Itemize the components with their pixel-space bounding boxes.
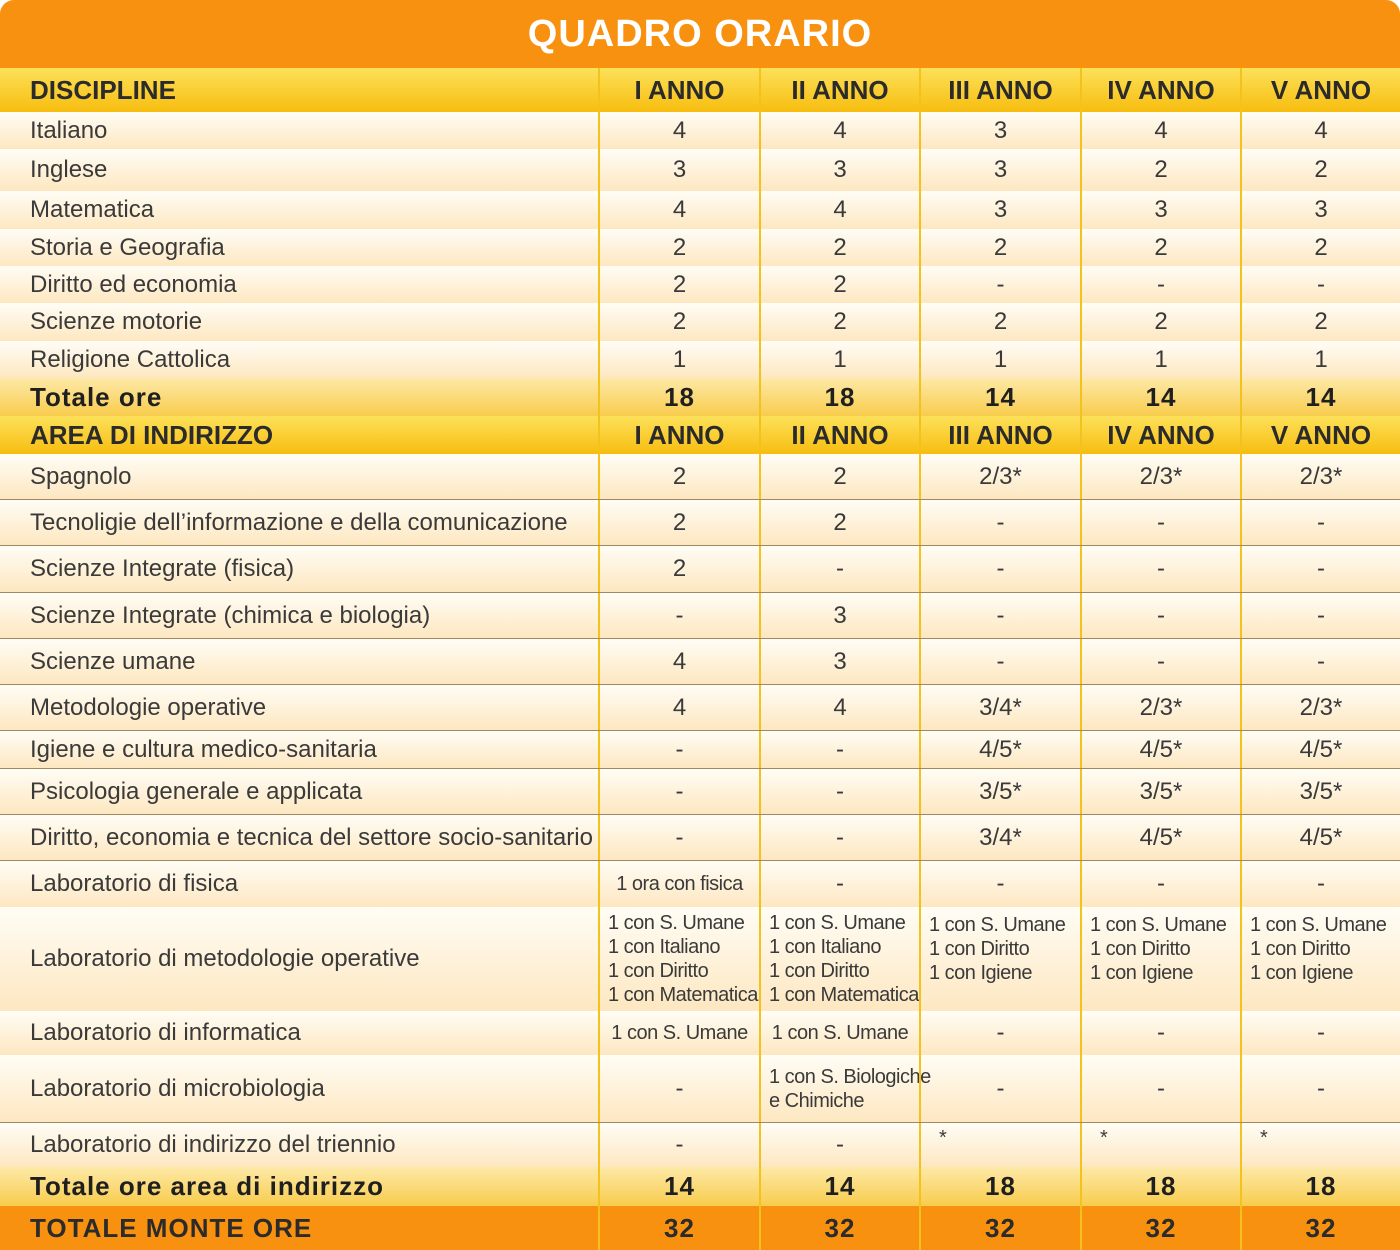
lab-entry: 1 con Igiene <box>1090 962 1193 984</box>
lab-entry: 1 con S. Umane <box>929 914 1066 936</box>
hours-cell: 3/5* <box>1080 769 1240 814</box>
hours-cell: 2 <box>598 266 759 303</box>
hours-cell: 2 <box>598 303 759 341</box>
hours-cell: - <box>1240 546 1400 592</box>
table-row <box>0 500 1400 546</box>
hours-cell: 2 <box>759 454 919 499</box>
hours-cell: - <box>1080 266 1240 303</box>
hours-cell: 4/5* <box>1080 815 1240 860</box>
hours-cell: 3 <box>919 112 1080 149</box>
total-cell: 14 <box>1080 378 1240 416</box>
lab-entry: 1 con Igiene <box>1250 962 1353 984</box>
total-cell: 18 <box>1080 1167 1240 1206</box>
hours-cell: 2 <box>1240 149 1400 191</box>
table-row <box>0 815 1400 861</box>
subject-name: Igiene e cultura medico-sanitaria <box>30 735 377 763</box>
subject-name: Italiano <box>30 116 108 144</box>
grand-total-label: TOTALE MONTE ORE <box>30 1212 313 1243</box>
total-cell: 18 <box>919 1167 1080 1206</box>
total-row <box>0 378 1400 416</box>
hours-cell: 2 <box>919 229 1080 266</box>
total-cell: 18 <box>598 378 759 416</box>
table-row <box>0 639 1400 685</box>
hours-cell: 4/5* <box>1080 731 1240 768</box>
hours-cell: 1 <box>759 341 919 378</box>
hours-cell: - <box>919 500 1080 545</box>
hours-cell: * <box>1240 1123 1400 1167</box>
lab-entry: 1 con Diritto <box>1250 938 1351 960</box>
subject-name: Scienze umane <box>30 647 196 675</box>
hours-cell: - <box>1240 266 1400 303</box>
hours-cell: - <box>759 546 919 592</box>
hours-cell: 4/5* <box>919 731 1080 768</box>
hours-cell: 3/4* <box>919 815 1080 860</box>
total-label: Totale ore area di indirizzo <box>30 1171 385 1201</box>
lab-entry: 1 con Diritto <box>769 960 870 982</box>
subject-name: Matematica <box>30 196 155 223</box>
hours-cell: - <box>598 593 759 638</box>
header-cell-area: AREA DI INDIRIZZO <box>30 419 274 450</box>
hours-cell: 1 con S. Umane <box>598 1011 759 1055</box>
hours-cell: - <box>598 731 759 768</box>
table-row <box>0 1123 1400 1167</box>
hours-cell: 2/3* <box>919 454 1080 499</box>
header-cell-year-3: III ANNO <box>919 416 1080 454</box>
lab-entry: 1 con Igiene <box>929 962 1032 984</box>
hours-cell: 1 con S. Umane <box>759 1011 919 1055</box>
lab-entry: 1 con Diritto <box>1090 938 1191 960</box>
table-row <box>0 546 1400 593</box>
lab-entry: 1 con Italiano <box>769 936 881 958</box>
lab-entry: 1 con S. Biologiche <box>769 1065 931 1088</box>
hours-cell: 2 <box>759 229 919 266</box>
hours-cell: - <box>759 731 919 768</box>
hours-cell: 2 <box>1080 229 1240 266</box>
table-row <box>0 769 1400 815</box>
hours-cell: 2 <box>598 500 759 545</box>
hours-cell: 1 <box>598 341 759 378</box>
table-row <box>0 593 1400 639</box>
subject-name: Laboratorio di fisica <box>30 870 239 897</box>
hours-cell: - <box>759 861 919 907</box>
header-cell-year-3: III ANNO <box>919 68 1080 112</box>
lab-entry: 1 con Matematica <box>769 984 919 1006</box>
hours-cell: 3/4* <box>919 685 1080 730</box>
hours-cell: - <box>1240 1055 1400 1122</box>
total-cell: 14 <box>598 1167 759 1206</box>
hours-cell: - <box>919 639 1080 684</box>
subject-name: Scienze Integrate (chimica e biologia) <box>30 601 431 629</box>
header-cell-year-2: II ANNO <box>759 68 919 112</box>
hours-cell <box>759 1055 931 1122</box>
grand-total-cell: 32 <box>919 1206 1080 1250</box>
hours-cell <box>1240 907 1400 1011</box>
lab-entry: 1 con S. Umane <box>1090 914 1227 936</box>
hours-cell: - <box>1080 639 1240 684</box>
hours-cell: - <box>1080 861 1240 907</box>
header-cell-year-2: II ANNO <box>759 416 919 454</box>
subject-name: Laboratorio di microbiologia <box>30 1074 325 1102</box>
hours-cell: - <box>919 861 1080 907</box>
table-row <box>0 861 1400 907</box>
lab-entry: e Chimiche <box>769 1089 865 1112</box>
subject-name: Laboratorio di metodologie operative <box>30 945 420 972</box>
hours-cell: 2 <box>1240 303 1400 341</box>
subject-name: Scienze motorie <box>30 308 203 335</box>
subject-name: Laboratorio di indirizzo del triennio <box>30 1131 396 1158</box>
hours-cell: - <box>1240 861 1400 907</box>
table-row <box>0 341 1400 378</box>
header-cell-year-1: I ANNO <box>598 68 759 112</box>
hours-cell: 1 <box>919 341 1080 378</box>
hours-cell: 1 <box>1240 341 1400 378</box>
hours-cell: 2 <box>598 454 759 499</box>
total-cell: 18 <box>1240 1167 1400 1206</box>
hours-cell: 3 <box>1240 191 1400 229</box>
total-cell: 14 <box>759 1167 919 1206</box>
hours-cell: 3 <box>759 593 919 638</box>
header-cell-year-1: I ANNO <box>598 416 759 454</box>
hours-cell: - <box>759 1123 919 1167</box>
hours-cell: 2 <box>759 266 919 303</box>
grand-total-cell: 32 <box>1080 1206 1240 1250</box>
hours-cell: * <box>919 1123 1080 1167</box>
hours-cell: 4 <box>598 191 759 229</box>
hours-cell: 3 <box>1080 191 1240 229</box>
hours-cell: - <box>919 546 1080 592</box>
hours-cell: - <box>598 815 759 860</box>
hours-cell: 3 <box>919 149 1080 191</box>
hours-cell: 3 <box>919 191 1080 229</box>
subject-name: Religione Cattolica <box>30 345 231 373</box>
total-cell: 14 <box>919 378 1080 416</box>
hours-cell: - <box>919 266 1080 303</box>
hours-cell: - <box>1240 593 1400 638</box>
subject-name: Diritto ed economia <box>30 270 237 298</box>
grand-total-row <box>0 1206 1400 1250</box>
table-row <box>0 1011 1400 1055</box>
hours-cell: * <box>1080 1123 1240 1167</box>
hours-cell: 4 <box>759 112 919 149</box>
hours-cell: 3 <box>759 149 919 191</box>
header-row-area <box>0 416 1400 454</box>
hours-cell <box>919 907 1080 1011</box>
table-row <box>0 685 1400 731</box>
lab-entry: 1 con S. Umane <box>769 912 906 934</box>
hours-cell: - <box>598 1055 759 1122</box>
header-cell-year-4: IV ANNO <box>1080 68 1240 112</box>
hours-cell: 4/5* <box>1240 731 1400 768</box>
subject-name: Psicologia generale e applicata <box>30 777 363 805</box>
hours-cell: - <box>919 1011 1080 1055</box>
subject-name: Scienze Integrate (fisica) <box>30 555 295 582</box>
total-cell: 18 <box>759 378 919 416</box>
hours-cell: 2 <box>759 303 919 341</box>
table-row <box>0 229 1400 266</box>
hours-cell: - <box>919 593 1080 638</box>
subject-name: Storia e Geografia <box>30 233 225 261</box>
hours-cell: 2/3* <box>1240 685 1400 730</box>
hours-cell: 2/3* <box>1240 454 1400 499</box>
subject-name: Tecnoligie dell’informazione e della comunicazione <box>30 508 568 536</box>
lab-entry: 1 con Matematica <box>608 984 758 1006</box>
hours-cell: 2/3* <box>1080 685 1240 730</box>
table-row <box>0 266 1400 303</box>
table-row <box>0 731 1400 769</box>
hours-cell: 2 <box>598 546 759 592</box>
hours-cell <box>1080 907 1240 1011</box>
total-label: Totale ore <box>30 381 163 412</box>
hours-cell: 4 <box>598 112 759 149</box>
grand-total-cell: 32 <box>1240 1206 1400 1250</box>
hours-cell: 4/5* <box>1240 815 1400 860</box>
hours-cell: - <box>1240 500 1400 545</box>
subject-name: Spagnolo <box>30 462 132 490</box>
total-cell: 14 <box>1240 378 1400 416</box>
header-cell-year-5: V ANNO <box>1240 68 1400 112</box>
hours-cell <box>759 907 919 1011</box>
table-title: QUADRO ORARIO <box>0 0 1400 68</box>
hours-cell: 4 <box>1240 112 1400 149</box>
hours-cell: - <box>1240 1011 1400 1055</box>
lab-entry: 1 con S. Umane <box>608 912 745 934</box>
table-row <box>0 191 1400 229</box>
hours-cell <box>598 907 759 1011</box>
hours-cell: 4 <box>1080 112 1240 149</box>
hours-cell: 2 <box>598 229 759 266</box>
hours-cell: 2 <box>919 303 1080 341</box>
subject-name: Inglese <box>30 156 108 183</box>
hours-cell: - <box>598 769 759 814</box>
lab-entry: 1 con Diritto <box>929 938 1030 960</box>
lab-entry: 1 con Diritto <box>608 960 709 982</box>
subject-name: Metodologie operative <box>30 693 267 721</box>
header-cell-year-4: IV ANNO <box>1080 416 1240 454</box>
table-row <box>0 112 1400 149</box>
hours-cell: - <box>1080 500 1240 545</box>
hours-cell: 4 <box>598 685 759 730</box>
table-row <box>0 454 1400 500</box>
table-row <box>0 303 1400 341</box>
hours-cell: - <box>759 769 919 814</box>
lab-entry: 1 con Italiano <box>608 936 720 958</box>
hours-cell: 4 <box>759 191 919 229</box>
hours-cell: 3/5* <box>919 769 1080 814</box>
hours-cell: - <box>759 815 919 860</box>
header-row-discipline <box>0 68 1400 112</box>
hours-cell: 2 <box>1240 229 1400 266</box>
grand-total-cell: 32 <box>759 1206 919 1250</box>
hours-cell: 3 <box>759 639 919 684</box>
hours-cell: 3/5* <box>1240 769 1400 814</box>
hours-cell: 2 <box>759 500 919 545</box>
hours-cell: - <box>1080 593 1240 638</box>
total-row <box>0 1167 1400 1206</box>
table-row <box>0 1055 1400 1123</box>
table-row <box>0 907 1400 1011</box>
subject-name: Diritto, economia e tecnica del settore socio-sanitario <box>30 823 593 851</box>
subject-name: Laboratorio di informatica <box>30 1019 301 1046</box>
hours-cell: - <box>598 1123 759 1167</box>
hours-cell: 2/3* <box>1080 454 1240 499</box>
hours-cell: 1 <box>1080 341 1240 378</box>
hours-cell: - <box>1080 546 1240 592</box>
hours-cell: - <box>919 1055 1080 1122</box>
header-cell-year-5: V ANNO <box>1240 416 1400 454</box>
hours-cell: 3 <box>598 149 759 191</box>
lab-entry: 1 con S. Umane <box>1250 914 1387 936</box>
hours-cell: 2 <box>1080 303 1240 341</box>
table-row <box>0 149 1400 191</box>
hours-cell: - <box>1240 639 1400 684</box>
hours-cell: 2 <box>1080 149 1240 191</box>
grand-total-cell: 32 <box>598 1206 759 1250</box>
hours-cell: - <box>1080 1011 1240 1055</box>
hours-cell: 4 <box>598 639 759 684</box>
hours-cell: - <box>1080 1055 1240 1122</box>
hours-cell: 4 <box>759 685 919 730</box>
hours-cell: 1 ora con fisica <box>598 861 759 907</box>
header-cell-discipline: DISCIPLINE <box>30 74 176 105</box>
